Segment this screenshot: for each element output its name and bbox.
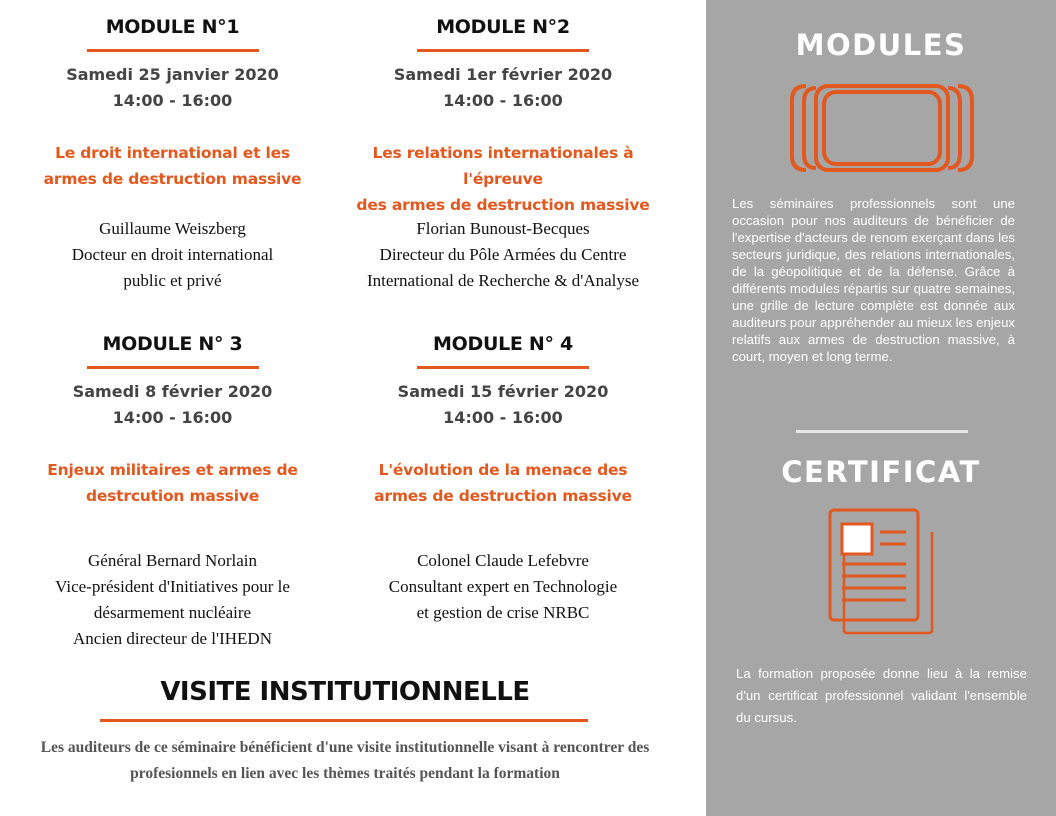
speaker-role: Consultant expert en Technologie	[388, 577, 618, 596]
speaker-name: Florian Bunoust-Becques	[416, 219, 590, 238]
speaker-role: Vice-président d'Initiatives pour le	[55, 577, 290, 596]
module-3	[30, 330, 315, 648]
speaker-name: Colonel Claude Lefebvre	[417, 551, 589, 570]
module-speaker	[30, 216, 315, 294]
module-title: MODULE N°1	[105, 16, 240, 38]
speaker-name: Guillaume Weiszberg	[99, 219, 246, 238]
speaker-role: International de Recherche & d'Analyse	[366, 271, 640, 290]
module-date: Samedi 25 janvier 2020	[66, 65, 279, 84]
stacked-frames-icon	[788, 80, 976, 176]
module-1	[30, 13, 315, 290]
speaker-role: Docteur en droit international	[71, 245, 274, 264]
speaker-role: et gestion de crise NRBC	[416, 603, 590, 622]
module-topic-line: des armes de destruction massive	[356, 196, 650, 214]
module-topic-line: Enjeux militaires et armes de	[47, 461, 298, 479]
modules-description: Les séminaires professionnels sont une occasion pour nos auditeurs de bénéficier de l'expertise d'acteurs de renom exerçant dans les secteurs juridique, des relations internationales, de la géopolitique et de la défense. Grâce à différents modules répartis sur quatre semaines, une grille de lecture complète est donnée aux auditeurs pour appréhender au mieux les enjeux relatifs aux armes de destruction massive, à court, moyen et long terme.	[732, 196, 1015, 364]
module-underline	[417, 366, 589, 369]
certificat-description: La formation proposée donne lieu à la remise d'un certificat professionnel validant l'ensemble du cursus.	[736, 666, 1027, 725]
module-2	[340, 13, 666, 290]
document-icon	[826, 506, 936, 636]
module-speaker	[340, 216, 666, 294]
module-speaker	[350, 548, 656, 626]
module-title: MODULE N° 4	[433, 333, 573, 355]
speaker-name: Général Bernard Norlain	[88, 551, 257, 570]
module-title: MODULE N° 3	[102, 333, 243, 355]
visit-description: Les auditeurs de ce séminaire bénéficient d'une visite institutionnelle visant à rencontrer des profesionnels en lien avec les thèmes traités pendant la formation	[40, 739, 650, 782]
module-underline	[87, 49, 259, 52]
module-topic-line: Les relations internationales à l'épreuve	[372, 144, 634, 188]
visit-title: VISITE INSTITUTIONNELLE	[160, 677, 530, 707]
module-title: MODULE N°2	[436, 16, 570, 38]
module-topic	[350, 457, 656, 509]
speaker-role: désarmement nucléaire	[93, 603, 252, 622]
module-time: 14:00 - 16:00	[443, 91, 563, 110]
speaker-role: Ancien directeur de l'IHEDN	[73, 629, 272, 648]
module-date: Samedi 1er février 2020	[393, 65, 613, 84]
module-topic-line: Le droit international et les	[55, 144, 290, 162]
modules-heading: MODULES	[795, 28, 967, 62]
module-topic	[30, 140, 315, 192]
module-underline	[417, 49, 589, 52]
module-topic-line: destrcution massive	[85, 487, 260, 505]
module-speaker	[30, 548, 315, 652]
module-date: Samedi 8 février 2020	[72, 382, 273, 401]
certificat-heading: CERTIFICAT	[781, 455, 981, 489]
module-topic-line: armes de destruction massive	[374, 487, 632, 505]
speaker-role: Directeur du Pôle Armées du Centre	[379, 245, 627, 264]
module-topic	[340, 140, 666, 218]
module-time: 14:00 - 16:00	[112, 408, 233, 427]
module-underline	[87, 366, 259, 369]
module-time: 14:00 - 16:00	[443, 408, 563, 427]
module-date: Samedi 15 février 2020	[397, 382, 609, 401]
module-4	[350, 330, 656, 622]
module-time: 14:00 - 16:00	[112, 91, 233, 110]
module-topic-line: L'évolution de la menace des	[378, 461, 628, 479]
module-topic-line: armes de destruction massive	[43, 170, 302, 188]
speaker-role: public et privé	[123, 271, 222, 290]
section-divider	[796, 430, 968, 433]
visit-underline	[100, 719, 588, 722]
module-topic	[30, 457, 315, 509]
